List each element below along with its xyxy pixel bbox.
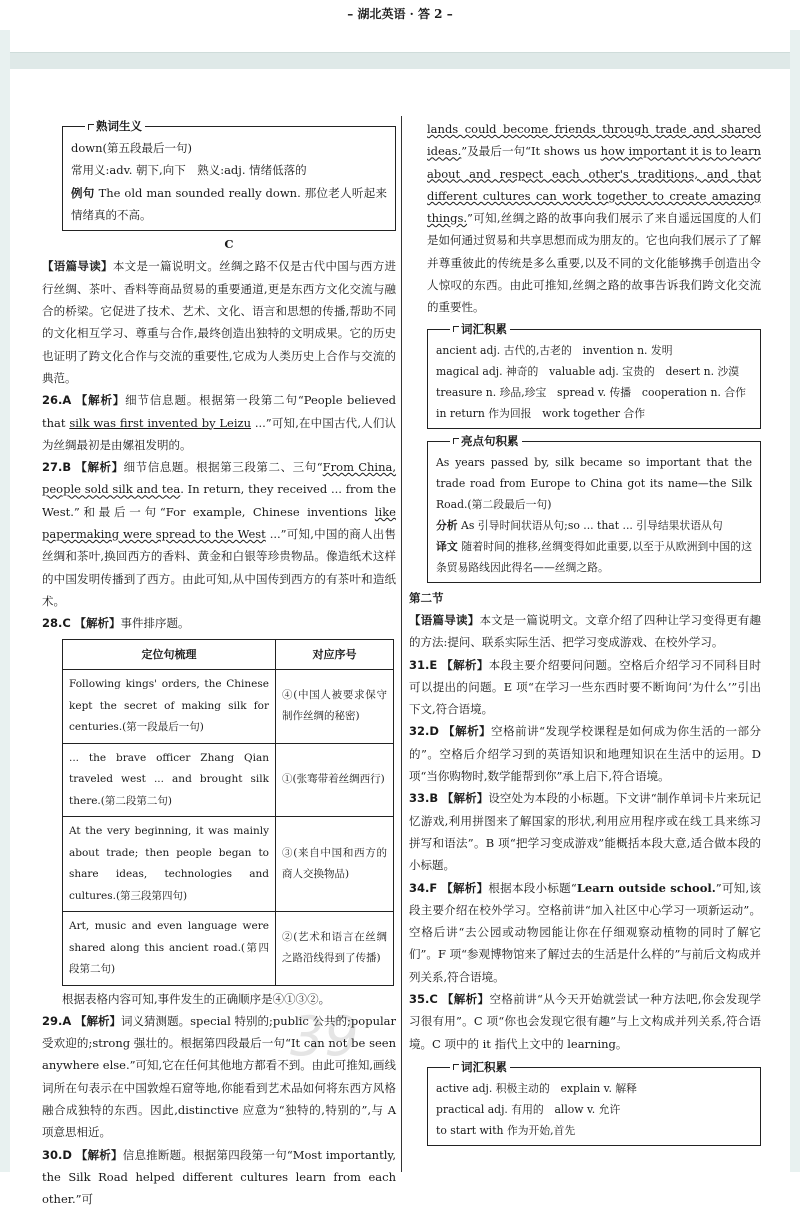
highlight-sentence-box [427,433,761,583]
table-row [63,670,394,744]
example-sentence [71,182,387,227]
box-title-text: 词汇积累 [461,321,507,336]
table-cell: ④(中国人被要求保守制作丝绸的秘密) [276,670,394,744]
right-column [409,118,761,1146]
page-header-title: – 湖北英语 · 答 2 – [347,7,453,21]
highlight-sentence: As years passed by, silk became so important that the trade road from Europe to China got its name—the Silk Road.(第二段最后一句) [436,455,752,511]
answer-27 [42,456,396,612]
question-number: 31.E [409,657,438,672]
familiar-word-box-title [85,117,145,135]
vocab-line: practical adj. 有用的 allow v. 允许 [436,1102,621,1116]
guide-text: 本文是一篇说明文。文章介绍了四种让学习变得更有趣的方法:提问、联系实际生活、把学习变成游戏、在校外学习。 [409,612,762,650]
vocabulary-box-title [450,320,510,338]
translation-tag: 译文 [436,539,458,553]
answer-text: 信息推断题。根据第四段第一句“Most importantly, the Silk Road helped different cultures learn from each other.”可 [42,1147,397,1207]
answer-29 [42,1010,396,1144]
analysis-label: 【解析】 [441,880,489,895]
table-cell: At the very beginning, it was mainly about trade; then people began to share ideas, technologies and cultures.(第三段第四句) [63,817,276,912]
vocabulary-box [427,321,761,429]
table-row [63,817,394,912]
answer-30-continued [427,118,761,319]
box-line: 常用义:adv. 朝下,向下 熟义:adj. 情绪低落的 [71,163,307,178]
vocab-line: magical adj. 神奇的 valuable adj. 宝贵的 desert n. 沙漠 [436,364,740,378]
table-row [63,912,394,986]
familiar-word-box [62,119,396,231]
analysis-label: 【解析】 [74,616,121,631]
question-number: 28.C [42,616,71,631]
vocab-line: to start with 作为开始,首先 [436,1123,576,1137]
corner-mark-icon [453,1064,459,1070]
table-cell: Following kings' orders, the Chinese kept the secret of making silk for centuries.(第一段最后一句) [63,670,276,744]
question-number: 27.B [42,460,72,475]
box-line: down(第五段最后一句) [71,141,193,155]
answer-26 [42,389,396,456]
answer-text: 事件排序题。 [120,616,190,631]
question-number: 35.C [409,992,438,1007]
question-number: 30.D [42,1147,72,1162]
analysis-label: 【解析】 [75,460,124,475]
answer-text: . In return, they received ... from the West.”和最后一句“For example, Chinese inventions [42,482,397,519]
watermark: 39 [290,1005,359,1068]
analysis-label: 【解析】 [75,393,126,408]
answer-35 [409,988,761,1055]
vocab-line: active adj. 积极主动的 explain v. 解释 [436,1081,637,1095]
answer-text: 本段主要介绍要问问题。空格后介绍学习不同科目时可以提出的问题。E 项“在学习一些东西时要不断询问‘为什么’”引出下文,符合语境。 [409,657,762,717]
vocab-line: treasure n. 珍品,珍宝 spread v. 传播 cooperation n. 合作 [436,385,746,399]
corner-mark-icon [453,438,459,444]
answer-text: 设空处为本段的小标题。下文讲“制作单词卡片来玩记忆游戏,利用拼图来了解国家的形状,利用应用程序或在线工具来练习拼写和语法”。B 项“把学习变成游戏”能概括本段大意,适合做本段的小标题。 [409,791,761,873]
passage-guide [42,255,396,389]
table-header: 对应序号 [276,639,394,670]
table-cell: ... the brave officer Zhang Qian traveled west ... and brought silk there.(第二段第二句) [63,743,276,817]
question-number: 32.D [409,724,439,739]
table-cell: ②(艺术和语言在丝绸之路沿线得到了传播) [276,912,394,986]
translation-line [436,536,752,578]
question-number: 29.A [42,1013,72,1028]
analysis-tag: 分析 [436,518,458,532]
analysis-line [436,515,752,536]
example-label: 例句 [71,185,95,200]
table-header-row [63,639,394,670]
box-title-text: 词汇积累 [461,1059,507,1074]
vocab-line: in return 作为回报 work together 合作 [436,406,646,420]
vocab-line: ancient adj. 古代的,古老的 invention n. 发明 [436,343,673,357]
analysis-label: 【解析】 [441,992,490,1007]
answer-text: ...”可知,中国的商人出售丝绸和茶叶,换回西方的香料、黄金和白银等珍贵物品。像造纸术这样的中国发明传播到了西方。由此可知,从中国传到西方的有茶叶和造纸术。 [42,527,396,608]
table-cell: Art, music and even language were shared along this ancient road.(第四段第二句) [63,912,276,986]
analysis-label: 【解析】 [74,1013,122,1028]
table-row [63,743,394,817]
column-divider [401,116,402,1172]
right-margin-bar [790,0,800,1172]
vocabulary-box-title [450,1058,510,1076]
answer-34 [409,877,761,988]
guide-label: 【语篇导读】 [42,259,113,274]
question-number: 34.F [409,880,438,895]
page-header [0,0,800,30]
corner-mark-icon [453,326,459,332]
analysis-label: 【解析】 [441,791,489,806]
header-band [10,52,790,69]
vocabulary-box [427,1059,761,1146]
answer-text: ”可知,该段主要介绍在校外学习。空格前讲“加入社区中心学习一项新运动”。空格后讲“去公园或动物园能让你在仔细观察动植物的同时了解它们”。F 项“参观博物馆来了解过去的生活是什么样的”与前后文构成并列关系,符合语境。 [409,880,761,984]
answer-text: 空格前讲“从今天开始就尝试一种方法吧,你会发现学习很有用”。C 项“你也会发现它很有趣”与上文构成并列关系,符合语境。C 项中的 it 指代上文中的 learning。 [409,992,762,1051]
table-cell: ③(来自中国和西方的商人交换物品) [276,817,394,912]
corner-mark-icon [88,124,94,130]
left-margin-bar [0,0,10,1172]
answer-31 [409,654,761,721]
bold-text: Learn outside school. [576,880,716,895]
answer-33 [409,787,761,876]
answer-30 [42,1144,396,1211]
example-text: The old man sounded really down. 那位老人听起来情绪真的不高。 [71,185,388,222]
wavy-underlined-text: From China, people sold silk and tea [42,460,397,497]
highlight-box-title [450,432,522,450]
answer-32 [409,720,761,787]
answer-text: 根据本段小标题“ [488,880,577,895]
answer-text: ...”可知,在中国古代,人们认为丝绸最初是由嫘祖发明的。 [42,415,397,452]
answer-text: ”及最后一句“It shows us [461,144,601,159]
table-cell: ①(张骞带着丝绸西行) [276,743,394,817]
wavy-underlined-text: how important it is to learn about and respect each other's traditions, and that different cultures can work together to create amazing things. [427,144,761,226]
analysis-label: 【解析】 [75,1147,123,1162]
wavy-underlined-text: lands could become friends through trade and shared ideas. [427,122,761,159]
left-column [42,118,397,1211]
underlined-text: silk was first invented by Leizu [69,415,252,430]
answer-text: 细节信息题。根据第三段第二、三句“ [123,460,323,475]
section-2-heading: 第二节 [409,590,444,605]
event-order-table [62,639,394,986]
question-number: 33.B [409,791,439,806]
analysis-text: As 引导时间状语从句;so ... that ... 引导结果状语从句 [461,518,723,532]
answer-28 [42,612,396,634]
answer-text: 词义猜测题。special 特别的;public 公共的;popular 受欢迎的;strong 强壮的。根据第四段最后一句“It can not be seen anywhere else.”可知,它在任何其他地方都看不到。由此可推知,画线词所在句表示在中国敦煌石窟等地,你能看到艺术品如何将东西方风格融合成独特的东西。因此,distinctive 应意为“独特的,特别的”,与 A 项意思相近。 [42,1013,397,1140]
translation-text: 随着时间的推移,丝绸变得如此重要,以至于从欧洲到中国的这条贸易路线因此得名——丝绸之路。 [436,539,752,574]
box-title-text: 熟词生义 [96,119,142,133]
analysis-label: 【解析】 [441,657,489,672]
table-conclusion: 根据表格内容可知,事件发生的正确顺序是④①③②。 [62,991,331,1006]
analysis-label: 【解析】 [443,724,492,739]
answer-text: 空格前讲“发现学校课程是如何成为你生活的一部分的”。空格后介绍学习到的英语知识和地理知识在生活中的运用。D 项“当你购物时,数学能帮到你”承上启下,符合语境。 [409,724,762,784]
guide-label: 【语篇导读】 [409,612,480,627]
box-title-text: 亮点句积累 [461,433,519,448]
guide-text: 本文是一篇说明文。丝绸之路不仅是古代中国与西方进行丝绸、茶叶、香料等商品贸易的重要通道,更是东西方文化交流与融合的桥梁。它促进了技术、艺术、文化、语言和思想的传播,帮助不同的文化相互学习、尊重与合作,最终创造出独特的文明成果。它的历史也证明了跨文化合作与交流的重要性,它成为人类历史上合作与交流的典范。 [42,259,397,385]
answer-text: 细节信息题。根据第一段第二句“People believed that [42,393,397,430]
passage-guide [409,609,761,654]
wavy-underlined-text: like papermaking were spread to the West [42,504,396,542]
section-c-heading: C [224,237,234,252]
answer-text: ”可知,丝绸之路的故事向我们展示了来自遥远国度的人们是如何通过贸易和共享思想而成为朋友的。它也向我们展示了了解并尊重彼此的传统是多么重要,以及不同的文化能够携手创造出令人惊叹的东西。由此可推知,丝绸之路的故事告诉我们跨文化交流的重要性。 [427,211,761,315]
table-header: 定位句梳理 [63,639,276,670]
question-number: 26.A [42,393,72,408]
